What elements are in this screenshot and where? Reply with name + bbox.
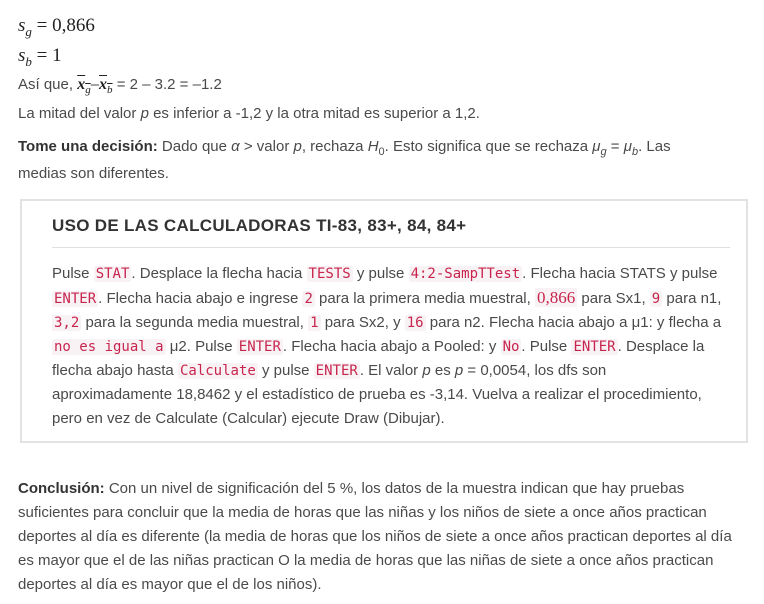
xbar-g: $x_g$ <box>77 75 91 96</box>
asi-que-line: Así que, $x_g-x_b = 2 - 3.2 = -1.2$ <box>18 75 222 96</box>
conclusion-label: Conclusión: <box>18 480 105 497</box>
formula-sb: $s_b = 1$ <box>18 44 62 69</box>
xbar-b: $x_b$ <box>99 75 113 96</box>
decision-paragraph: Tome una decisión: Dado que α > valor p, rechaza $H_0$. Esto significa que se rechaza $\mu_g = \mu_b$. Las medias son diferentes. <box>18 137 671 182</box>
calculator-callout <box>20 199 748 443</box>
conclusion-paragraph: Conclusión: Con un nivel de significación del 5 %, los datos de la muestra indican que hay pruebas suficientes para concluir que la media de horas que las niñas y los niños de siete a once años practican deportes al día es diferente (la media de horas que los niños de siete a once años practican deportes al día es mayor que el de las niñas practican O la media de horas que las niñas de siete a once años practican deportes al día es mayor que el de los niños). <box>18 480 732 593</box>
formula-sg: $s_g = 0,866$ <box>18 15 95 39</box>
decision-label: Tome una decisión: <box>18 137 158 155</box>
mitad-line: La mitad del valor p es inferior a -1,2 y la otra mitad es superior a 1,2. <box>18 104 480 122</box>
callout-title: USO DE LAS CALCULADORAS TI-83, 83+, 84, 84+ <box>52 215 730 248</box>
callout-body: Pulse STAT . Desplace la flecha hacia TESTS y pulse 4:2-SampTTest . Flecha hacia STATS y pulse ENTER . Flecha hacia abajo e ingrese 2 para la primera media muestral, 0,866 para Sx1, 9 para n1, 3,2 para la segunda media muestral, 1 para Sx2, y 16 para n2. Flecha hacia abajo a μ1: y flecha a no es igual a μ2. Pulse ENTER . Flecha hacia abajo a Pooled: y No . Pulse ENTER . Desplace la flecha abajo hasta Calculate y pulse ENTER . El valor p es p = 0,0054, los dfs son aproximadamente 18,8462 y el estadístico de prueba es -3,14. Vuelva a realizar el procedimiento, pero en vez de Calculate (Calcular) ejecute Draw (Dibujar). <box>52 265 722 427</box>
